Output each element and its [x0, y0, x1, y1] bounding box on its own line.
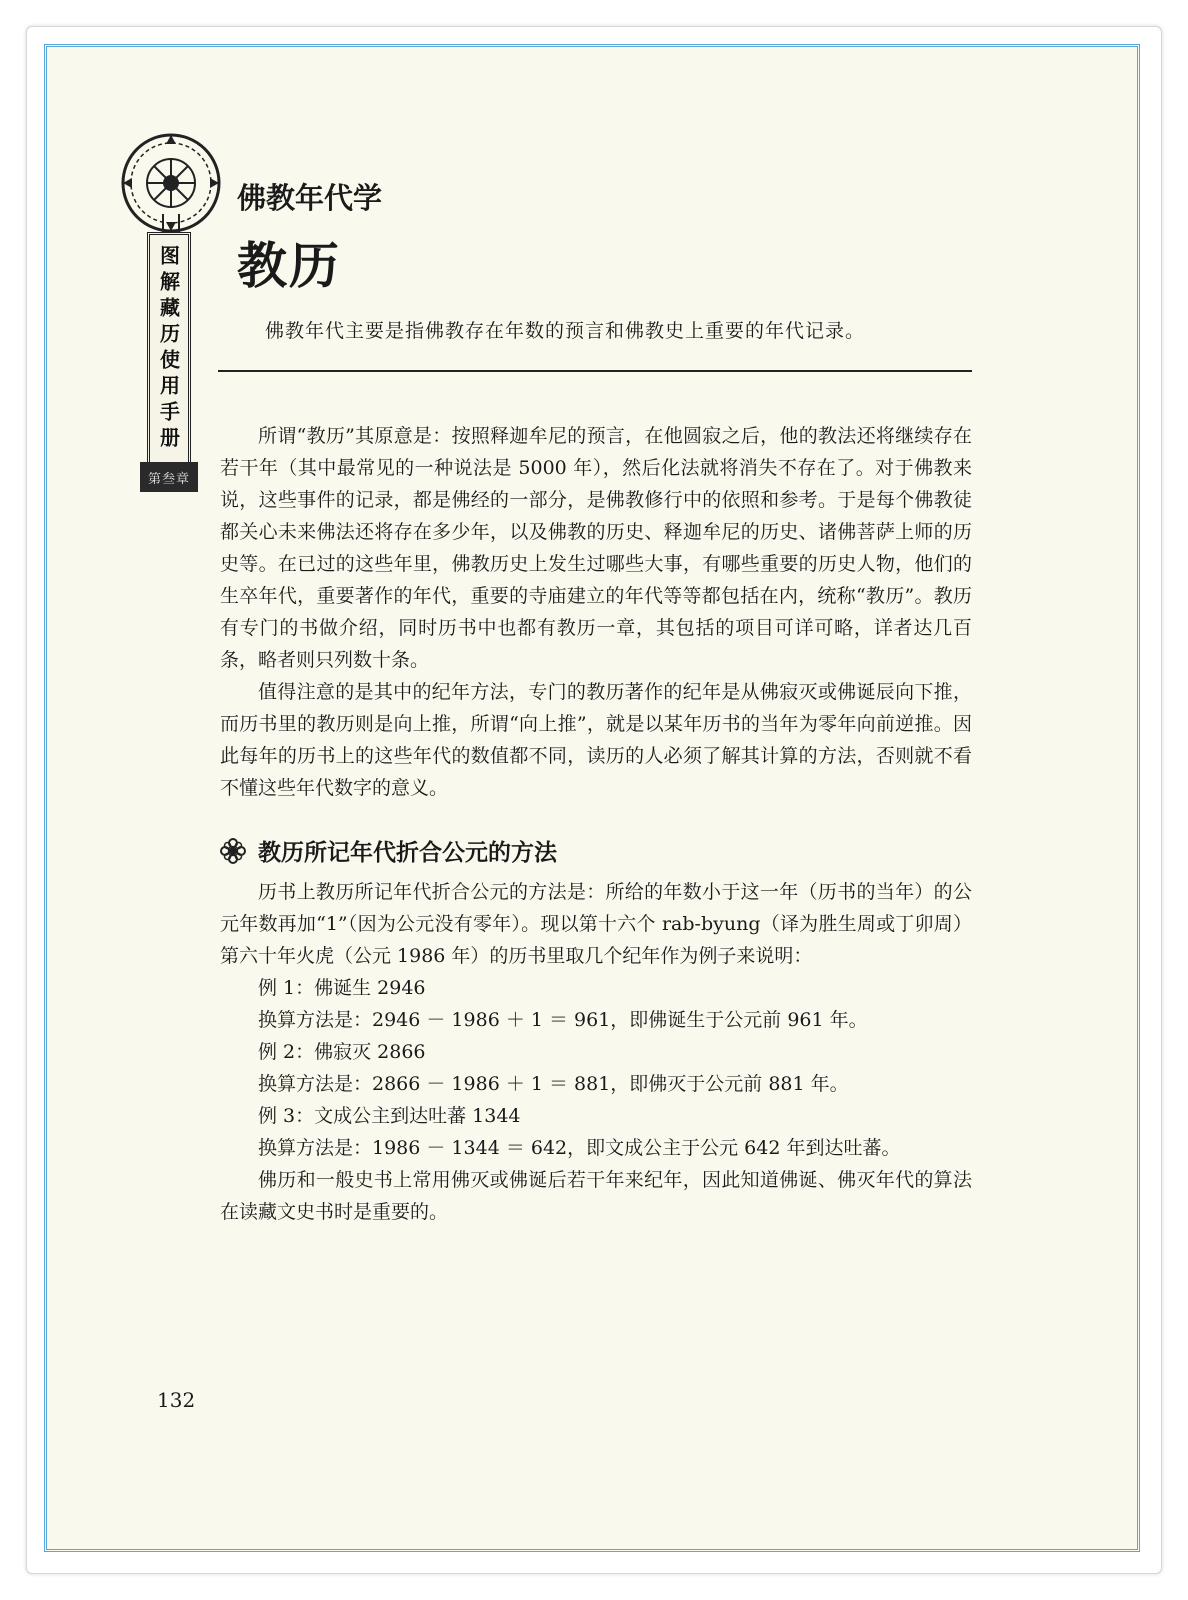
subsection-title: 教历所记年代折合公元的方法: [258, 840, 557, 866]
example-line: 例 1：佛诞生 2946: [258, 977, 426, 999]
summary-text: 佛教年代主要是指佛教存在年数的预言和佛教史上重要的年代记录。: [265, 320, 866, 342]
subsection-heading: [220, 834, 557, 867]
side-tab-title: 图解藏历使用手册: [156, 245, 181, 453]
paragraph: 历书上教历所记年代折合公元的方法是：所给的年数小于这一年（历书的当年）的公元年数再加“1”（因为公元没有零年）。现以第十六个 rab-byung（译为胜生周或丁卯周）第六十年火虎（公元 1986 年）的历书里取几个纪年作为例子来说明：: [220, 881, 972, 967]
paragraph: 佛历和一般史书上常用佛灭或佛诞后若干年来纪年，因此知道佛诞、佛灭年代的算法在读藏文史书时是重要的。: [220, 1169, 972, 1223]
intro-body: [220, 420, 972, 804]
example-line: 换算方法是：2866 － 1986 ＋ 1 ＝ 881，即佛灭于公元前 881 年。: [258, 1073, 849, 1095]
example-line: 换算方法是：1986 － 1344 ＝ 642，即文成公主于公元 642 年到达吐蕃。: [258, 1137, 901, 1159]
divider: [218, 370, 972, 372]
example-line: 换算方法是：2946 － 1986 ＋ 1 ＝ 961，即佛诞生于公元前 961 年。: [258, 1009, 868, 1031]
page: [50, 50, 1134, 1546]
page-title: 教历: [237, 236, 341, 295]
side-tab: [147, 232, 191, 472]
volume-badge: 第叁章: [140, 462, 198, 492]
subsection-body: [220, 876, 972, 1228]
section-label: 佛教年代学: [237, 181, 383, 215]
paragraph: 值得注意的是其中的纪年方法，专门的教历著作的纪年是从佛寂灭或佛诞辰向下推，而历书里的教历则是向上推，所谓“向上推”，就是以某年历书的当年为零年向前逆推。因此每年的历书上的这些年代的数值都不同，读历的人必须了解其计算的方法，否则就不看不懂这些年代数字的意义。: [220, 681, 972, 799]
paragraph: 所谓“教历”其原意是：按照释迦牟尼的预言，在他圆寂之后，他的教法还将继续存在若干年（其中最常见的一种说法是 5000 年），然后化法就将消失不存在了。对于佛教来说，这些事件的记录，都是佛经的一部分，是佛教修行中的依照和参考。于是每个佛教徒都关心未来佛法还将存在多少年，以及佛教的历史、释迦牟尼的历史、诸佛菩萨上师的历史等。在已过的这些年里，佛教历史上发生过哪些大事，有哪些重要的历史人物，他们的生卒年代，重要著作的年代，重要的寺庙建立的年代等等都包括在内，统称“教历”。教历有专门的书做介绍，同时历书中也都有教历一章，其包括的项目可详可略，详者达几百条，略者则只列数十条。: [220, 425, 972, 671]
side-tab-connector: [162, 214, 180, 234]
example-line: 例 3：文成公主到达吐蕃 1344: [258, 1105, 521, 1127]
page-number: 132: [157, 1388, 196, 1412]
flower-bullet-icon: [220, 838, 246, 864]
example-line: 例 2：佛寂灭 2866: [258, 1041, 426, 1063]
